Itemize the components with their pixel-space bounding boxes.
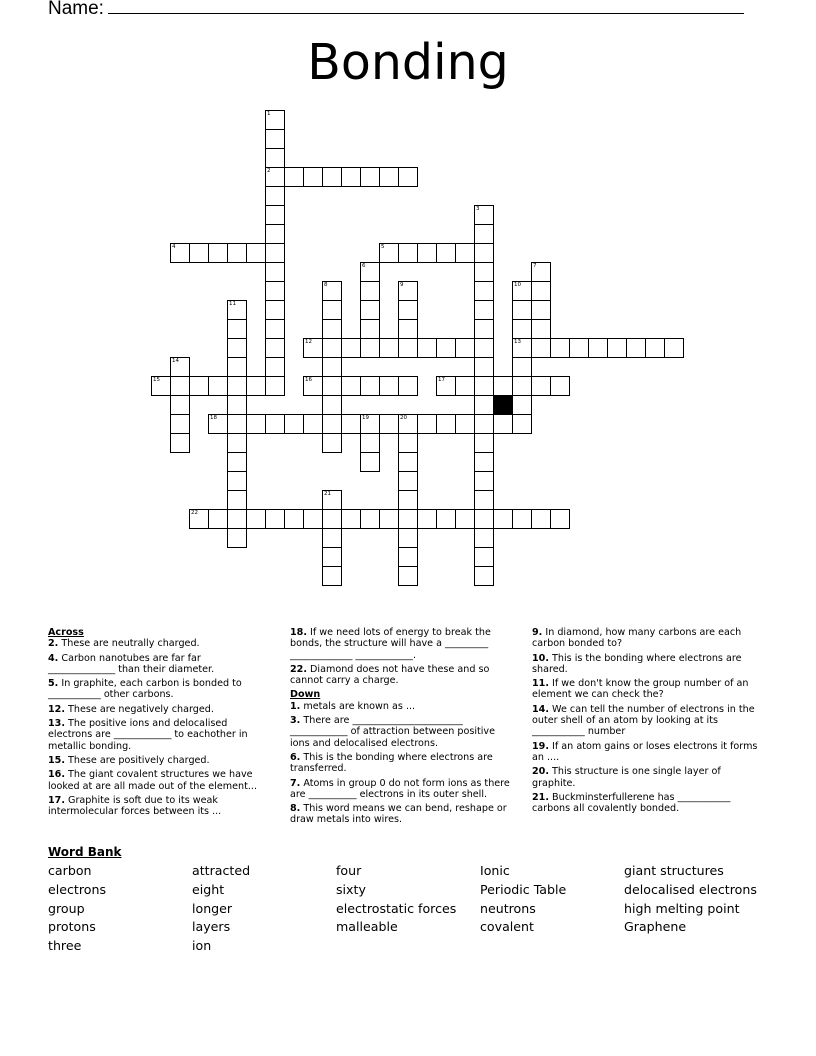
grid-cell[interactable]: [474, 243, 494, 263]
grid-cell[interactable]: [436, 509, 456, 529]
grid-cell[interactable]: [398, 433, 418, 453]
clue: [48, 653, 270, 676]
grid-cell[interactable]: [170, 433, 190, 453]
grid-cell[interactable]: [303, 167, 323, 187]
grid-cell[interactable]: [322, 395, 342, 415]
grid-cell[interactable]: [341, 509, 361, 529]
clue: [532, 678, 758, 701]
clue-number: 21.: [532, 791, 549, 803]
grid-cell[interactable]: [493, 376, 513, 396]
clue: [532, 741, 758, 764]
grid-cell[interactable]: [227, 452, 247, 472]
clue-text: Carbon nanotubes are far far ______________ than their diameter.: [48, 652, 215, 675]
word-bank-word: protons: [48, 919, 96, 935]
clue-number: 3.: [290, 715, 301, 727]
clue-number: 12: [305, 339, 312, 345]
clue: [290, 803, 516, 826]
word-bank-word: Ionic: [480, 863, 510, 878]
grid-cell[interactable]: [531, 509, 551, 529]
grid-cell[interactable]: [474, 281, 494, 301]
clue-number: 17.: [48, 794, 65, 806]
clue: [290, 701, 516, 712]
grid-cell[interactable]: [398, 414, 418, 434]
grid-cell[interactable]: [436, 338, 456, 358]
clue-number: 22: [191, 510, 198, 516]
grid-cell[interactable]: [227, 300, 247, 320]
grid-cell[interactable]: [265, 167, 285, 187]
grid-cell[interactable]: [265, 414, 285, 434]
word-bank-word: Graphene: [624, 919, 687, 935]
grid-cell[interactable]: [265, 300, 285, 320]
grid-cell[interactable]: [379, 243, 399, 263]
word-bank-word: four: [336, 863, 362, 878]
grid-cell[interactable]: [227, 528, 247, 548]
grid-cell[interactable]: [531, 300, 551, 320]
clues-column-1: [48, 627, 270, 820]
grid-cell[interactable]: [265, 338, 285, 358]
grid-cell[interactable]: [474, 319, 494, 339]
grid-cell[interactable]: [227, 414, 247, 434]
clue-number: 1.: [290, 700, 301, 712]
grid-cell[interactable]: [303, 414, 323, 434]
clue-number: 22.: [290, 663, 307, 675]
clue-number: 4: [172, 244, 176, 250]
word-bank-column: [48, 862, 106, 956]
grid-cell[interactable]: [322, 357, 342, 377]
grid-cell[interactable]: [341, 338, 361, 358]
grid-cell[interactable]: [474, 433, 494, 453]
clue: [532, 766, 758, 789]
grid-cell[interactable]: [379, 338, 399, 358]
grid-cell[interactable]: [398, 528, 418, 548]
clue-number: 3: [476, 206, 480, 212]
grid-cell[interactable]: [227, 433, 247, 453]
clue-text: If an atom gains or loses electrons it forms an ....: [532, 740, 758, 763]
grid-cell[interactable]: [436, 376, 456, 396]
clue-text: If we need lots of energy to break the bonds, the structure will have a _________ _____________ ____________.: [290, 627, 491, 661]
clue-text: This structure is one single layer of graphite.: [532, 766, 721, 789]
clue-number: 15.: [48, 754, 65, 766]
grid-cell[interactable]: [189, 243, 209, 263]
grid-cell[interactable]: [360, 509, 380, 529]
clue-number: 20.: [532, 766, 549, 778]
word-bank-column: [192, 862, 250, 956]
grid-cell[interactable]: [265, 224, 285, 244]
grid-cell[interactable]: [246, 509, 266, 529]
clue-number: 18.: [290, 627, 307, 638]
grid-cell[interactable]: [360, 414, 380, 434]
grid-cell[interactable]: [474, 490, 494, 510]
clue-text: These are negatively charged.: [65, 703, 214, 715]
grid-cell[interactable]: [227, 509, 247, 529]
grid-cell[interactable]: [227, 471, 247, 491]
grid-cell[interactable]: [360, 281, 380, 301]
grid-cell[interactable]: [398, 547, 418, 567]
grid-cell[interactable]: [379, 509, 399, 529]
clue: [48, 678, 270, 701]
grid-cell[interactable]: [265, 243, 285, 263]
clue-number: 5.: [48, 678, 59, 690]
grid-cell[interactable]: [531, 281, 551, 301]
grid-cell[interactable]: [322, 300, 342, 320]
clue-number: 10.: [532, 652, 549, 664]
grid-cell[interactable]: [303, 338, 323, 358]
word-bank-word: Periodic Table: [480, 881, 567, 897]
grid-cell[interactable]: [512, 357, 532, 377]
grid-cell[interactable]: [322, 338, 342, 358]
grid-cell[interactable]: [455, 376, 475, 396]
grid-cell[interactable]: [379, 376, 399, 396]
clue-number: 11: [229, 301, 236, 307]
grid-cell[interactable]: [512, 414, 532, 434]
clue-number: 14.: [532, 703, 549, 715]
grid-cell[interactable]: [474, 566, 494, 586]
grid-cell[interactable]: [379, 414, 399, 434]
grid-cell[interactable]: [512, 376, 532, 396]
grid-cell[interactable]: [208, 376, 228, 396]
word-bank-word: delocalised electrons: [624, 881, 757, 897]
grid-cell[interactable]: [398, 243, 418, 263]
name-blank[interactable]: [108, 0, 744, 14]
grid-cell[interactable]: [189, 509, 209, 529]
grid-cell[interactable]: [512, 509, 532, 529]
grid-cell[interactable]: [474, 300, 494, 320]
grid-cell[interactable]: [569, 338, 589, 358]
grid-cell[interactable]: [398, 509, 418, 529]
clue-number: 10: [514, 282, 521, 288]
clue-number: 5: [381, 244, 385, 250]
clue-text: Buckminsterfullerene has ___________ carbons all covalently bonded.: [532, 791, 731, 815]
grid-cell[interactable]: [265, 148, 285, 168]
grid-cell[interactable]: [550, 338, 570, 358]
grid-cell[interactable]: [360, 338, 380, 358]
grid-cell[interactable]: [265, 129, 285, 149]
clue-number: 13.: [48, 718, 65, 730]
clue-number: 20: [400, 415, 407, 421]
word-bank-column: [336, 862, 456, 937]
grid-cell[interactable]: [151, 376, 171, 396]
word-bank-title: Word Bank: [48, 845, 122, 859]
grid-cell[interactable]: [208, 243, 228, 263]
clue: [48, 755, 270, 766]
grid-cell[interactable]: [322, 433, 342, 453]
clue-text: We can tell the number of electrons in the outer shell of an atom by looking at its ___________ number: [532, 703, 755, 738]
grid-cell[interactable]: [246, 376, 266, 396]
grid-cell[interactable]: [417, 414, 437, 434]
clue: [48, 704, 270, 715]
grid-cell[interactable]: [398, 376, 418, 396]
grid-cell[interactable]: [607, 338, 627, 358]
clue-number: 8.: [290, 803, 301, 815]
clue-text: metals are known as ...: [300, 700, 416, 712]
clue-text: This word means we can bend, reshape or draw metals into wires.: [290, 803, 507, 826]
grid-cell[interactable]: [455, 243, 475, 263]
grid-cell[interactable]: [512, 395, 532, 415]
clue: [290, 664, 516, 687]
grid-cell[interactable]: [550, 376, 570, 396]
clue-number: 21: [324, 491, 331, 497]
grid-cell[interactable]: [398, 452, 418, 472]
grid-cell[interactable]: [474, 376, 494, 396]
word-bank-word: three: [48, 938, 82, 954]
grid-cell[interactable]: [322, 376, 342, 396]
grid-cell[interactable]: [664, 338, 684, 358]
clue-number: 17: [438, 377, 445, 383]
word-bank-word: neutrons: [480, 900, 536, 916]
grid-cell[interactable]: [227, 395, 247, 415]
grid-cell[interactable]: [265, 376, 285, 396]
grid-cell[interactable]: [322, 566, 342, 586]
clue-number: 7.: [290, 777, 301, 789]
word-bank-word: high melting point: [624, 900, 740, 916]
clue-number: 4.: [48, 652, 59, 664]
clues-column-2: [290, 627, 516, 829]
grid-cell[interactable]: [474, 452, 494, 472]
clue-number: 16.: [48, 769, 65, 781]
grid-cell[interactable]: [417, 338, 437, 358]
clue: [290, 627, 516, 661]
clue-number: 14: [172, 358, 179, 364]
grid-cell[interactable]: [474, 357, 494, 377]
grid-cell[interactable]: [550, 509, 570, 529]
grid-cell[interactable]: [645, 338, 665, 358]
grid-cell[interactable]: [360, 262, 380, 282]
grid-cell[interactable]: [208, 509, 228, 529]
grid-cell[interactable]: [398, 471, 418, 491]
grid-cell[interactable]: [512, 281, 532, 301]
grid-cell[interactable]: [170, 376, 190, 396]
grid-cell[interactable]: [493, 509, 513, 529]
grid-cell[interactable]: [227, 243, 247, 263]
word-bank-word: malleable: [336, 919, 398, 935]
puzzle-title: Bonding: [307, 34, 509, 91]
down-heading: Down: [290, 689, 321, 701]
grid-cell[interactable]: [474, 205, 494, 225]
clue-text: The positive ions and delocalised electrons are ____________ to eachother in metallic bonding.: [48, 718, 248, 752]
grid-cell[interactable]: [474, 224, 494, 244]
grid-cell[interactable]: [360, 452, 380, 472]
clue: [48, 718, 270, 752]
grid-cell[interactable]: [398, 281, 418, 301]
word-bank-column: [480, 862, 566, 937]
clue-text: These are neutrally charged.: [58, 638, 200, 650]
clue: [48, 769, 270, 792]
grid-cell[interactable]: [531, 262, 551, 282]
grid-cell[interactable]: [512, 338, 532, 358]
clue-number: 2: [267, 168, 271, 174]
clue-number: 1: [267, 111, 271, 117]
clue-number: 7: [533, 263, 537, 269]
grid-cell[interactable]: [379, 167, 399, 187]
grid-cell[interactable]: [398, 566, 418, 586]
clue-number: 9: [400, 282, 404, 288]
word-bank-word: longer: [192, 900, 233, 916]
clue-number: 6: [362, 263, 366, 269]
grid-cell[interactable]: [474, 547, 494, 567]
grid-cell[interactable]: [455, 414, 475, 434]
grid-cell[interactable]: [588, 338, 608, 358]
grid-cell[interactable]: [189, 376, 209, 396]
word-bank-word: layers: [192, 919, 231, 935]
word-bank-word: ion: [192, 938, 212, 954]
clue-text: These are positively charged.: [65, 754, 210, 766]
clue-number: 19: [362, 415, 369, 421]
grid-cell[interactable]: [170, 395, 190, 415]
grid-cell[interactable]: [474, 414, 494, 434]
name-label: Name:: [48, 0, 104, 19]
clue: [532, 704, 758, 738]
grid-cell[interactable]: [360, 300, 380, 320]
grid-cell[interactable]: [227, 338, 247, 358]
word-bank-word: electrons: [48, 881, 107, 897]
grid-cell[interactable]: [227, 376, 247, 396]
grid-cell[interactable]: [398, 319, 418, 339]
clue-number: 16: [305, 377, 312, 383]
grid-cell[interactable]: [474, 262, 494, 282]
grid-cell[interactable]: [303, 509, 323, 529]
clue-number: 2.: [48, 638, 59, 650]
clue-text: In graphite, each carbon is bonded to ___________ other carbons.: [48, 678, 242, 701]
word-bank-word: carbon: [48, 863, 92, 878]
grid-cell[interactable]: [265, 319, 285, 339]
grid-cell[interactable]: [341, 167, 361, 187]
word-bank-word: giant structures: [624, 863, 724, 878]
clue: [48, 795, 270, 818]
grid-cell[interactable]: [322, 319, 342, 339]
grid-cell[interactable]: [360, 433, 380, 453]
across-heading: Across: [48, 627, 84, 638]
black-square: [493, 395, 512, 414]
grid-cell[interactable]: [322, 528, 342, 548]
clue-text: If we don't know the group number of an element we can check the?: [532, 678, 749, 701]
clues-column-3: [532, 627, 758, 817]
grid-cell[interactable]: [474, 338, 494, 358]
grid-cell[interactable]: [208, 414, 228, 434]
grid-cell[interactable]: [341, 376, 361, 396]
grid-cell[interactable]: [265, 509, 285, 529]
grid-cell[interactable]: [170, 243, 190, 263]
grid-cell[interactable]: [531, 319, 551, 339]
grid-cell[interactable]: [531, 338, 551, 358]
grid-cell[interactable]: [455, 338, 475, 358]
grid-cell[interactable]: [474, 471, 494, 491]
clue: [290, 752, 516, 775]
grid-cell[interactable]: [436, 414, 456, 434]
clue-number: 6.: [290, 751, 301, 763]
word-bank-word: sixty: [336, 881, 366, 897]
grid-cell[interactable]: [474, 528, 494, 548]
clue-number: 19.: [532, 740, 549, 752]
grid-cell[interactable]: [322, 509, 342, 529]
grid-cell[interactable]: [455, 509, 475, 529]
grid-cell[interactable]: [227, 319, 247, 339]
clue: [532, 627, 758, 650]
grid-cell[interactable]: [170, 414, 190, 434]
clue: [290, 778, 516, 801]
clue-number: 9.: [532, 627, 543, 638]
grid-cell[interactable]: [436, 243, 456, 263]
clue-text: Diamond does not have these and so cannot carry a charge.: [290, 663, 490, 687]
grid-cell[interactable]: [322, 490, 342, 510]
clue-text: This is the bonding where electrons are shared.: [532, 652, 742, 675]
grid-cell[interactable]: [265, 357, 285, 377]
grid-cell[interactable]: [246, 243, 266, 263]
name-field: [48, 0, 744, 20]
grid-cell[interactable]: [417, 509, 437, 529]
clue-number: 15: [153, 377, 160, 383]
grid-cell[interactable]: [265, 281, 285, 301]
word-bank-word: covalent: [480, 919, 534, 935]
grid-cell[interactable]: [284, 167, 304, 187]
grid-cell[interactable]: [265, 110, 285, 130]
clue-text: Graphite is soft due to its weak intermolecular forces between its ...: [48, 794, 222, 818]
word-bank-word: group: [48, 900, 85, 916]
word-bank-column: [624, 862, 757, 937]
grid-cell[interactable]: [360, 319, 380, 339]
clue: [48, 638, 270, 649]
grid-cell[interactable]: [417, 243, 437, 263]
grid-cell[interactable]: [626, 338, 646, 358]
grid-cell[interactable]: [227, 490, 247, 510]
word-bank-word: eight: [192, 881, 225, 897]
grid-cell[interactable]: [265, 262, 285, 282]
grid-cell[interactable]: [398, 167, 418, 187]
grid-cell[interactable]: [265, 186, 285, 206]
grid-cell[interactable]: [512, 319, 532, 339]
clue-text: Atoms in group 0 do not form ions as there are __________ electrons in its outer shell.: [290, 777, 510, 800]
grid-cell[interactable]: [341, 414, 361, 434]
grid-cell[interactable]: [493, 414, 513, 434]
clue-text: The giant covalent structures we have looked at are all made out of the element...: [48, 769, 258, 792]
grid-cell[interactable]: [360, 167, 380, 187]
grid-cell[interactable]: [284, 509, 304, 529]
clue: [532, 653, 758, 676]
clue-text: There are _______________________ ____________ of attraction between positive ions and delocalised electrons.: [290, 715, 496, 749]
clue-text: This is the bonding where electrons are transferred.: [290, 751, 493, 775]
grid-cell[interactable]: [303, 376, 323, 396]
grid-cell[interactable]: [246, 414, 266, 434]
clue-text: In diamond, how many carbons are each carbon bonded to?: [532, 627, 742, 650]
grid-cell[interactable]: [474, 509, 494, 529]
grid-cell[interactable]: [227, 357, 247, 377]
grid-cell[interactable]: [322, 167, 342, 187]
grid-cell[interactable]: [398, 338, 418, 358]
clue-number: 12.: [48, 703, 65, 715]
grid-cell[interactable]: [474, 395, 494, 415]
grid-cell[interactable]: [322, 414, 342, 434]
grid-cell[interactable]: [531, 376, 551, 396]
clue-number: 13: [514, 339, 521, 345]
grid-cell[interactable]: [284, 414, 304, 434]
clue-number: 18: [210, 415, 217, 421]
grid-cell[interactable]: [322, 547, 342, 567]
clue: [532, 792, 758, 815]
grid-cell[interactable]: [322, 281, 342, 301]
word-bank-word: attracted: [192, 863, 251, 878]
clue-number: 8: [324, 282, 328, 288]
grid-cell[interactable]: [265, 205, 285, 225]
grid-cell[interactable]: [170, 357, 190, 377]
clue: [290, 715, 516, 749]
word-bank-word: electrostatic forces: [336, 900, 457, 916]
grid-cell[interactable]: [512, 300, 532, 320]
grid-cell[interactable]: [398, 300, 418, 320]
grid-cell[interactable]: [398, 490, 418, 510]
grid-cell[interactable]: [360, 376, 380, 396]
clue-number: 11.: [532, 678, 549, 690]
